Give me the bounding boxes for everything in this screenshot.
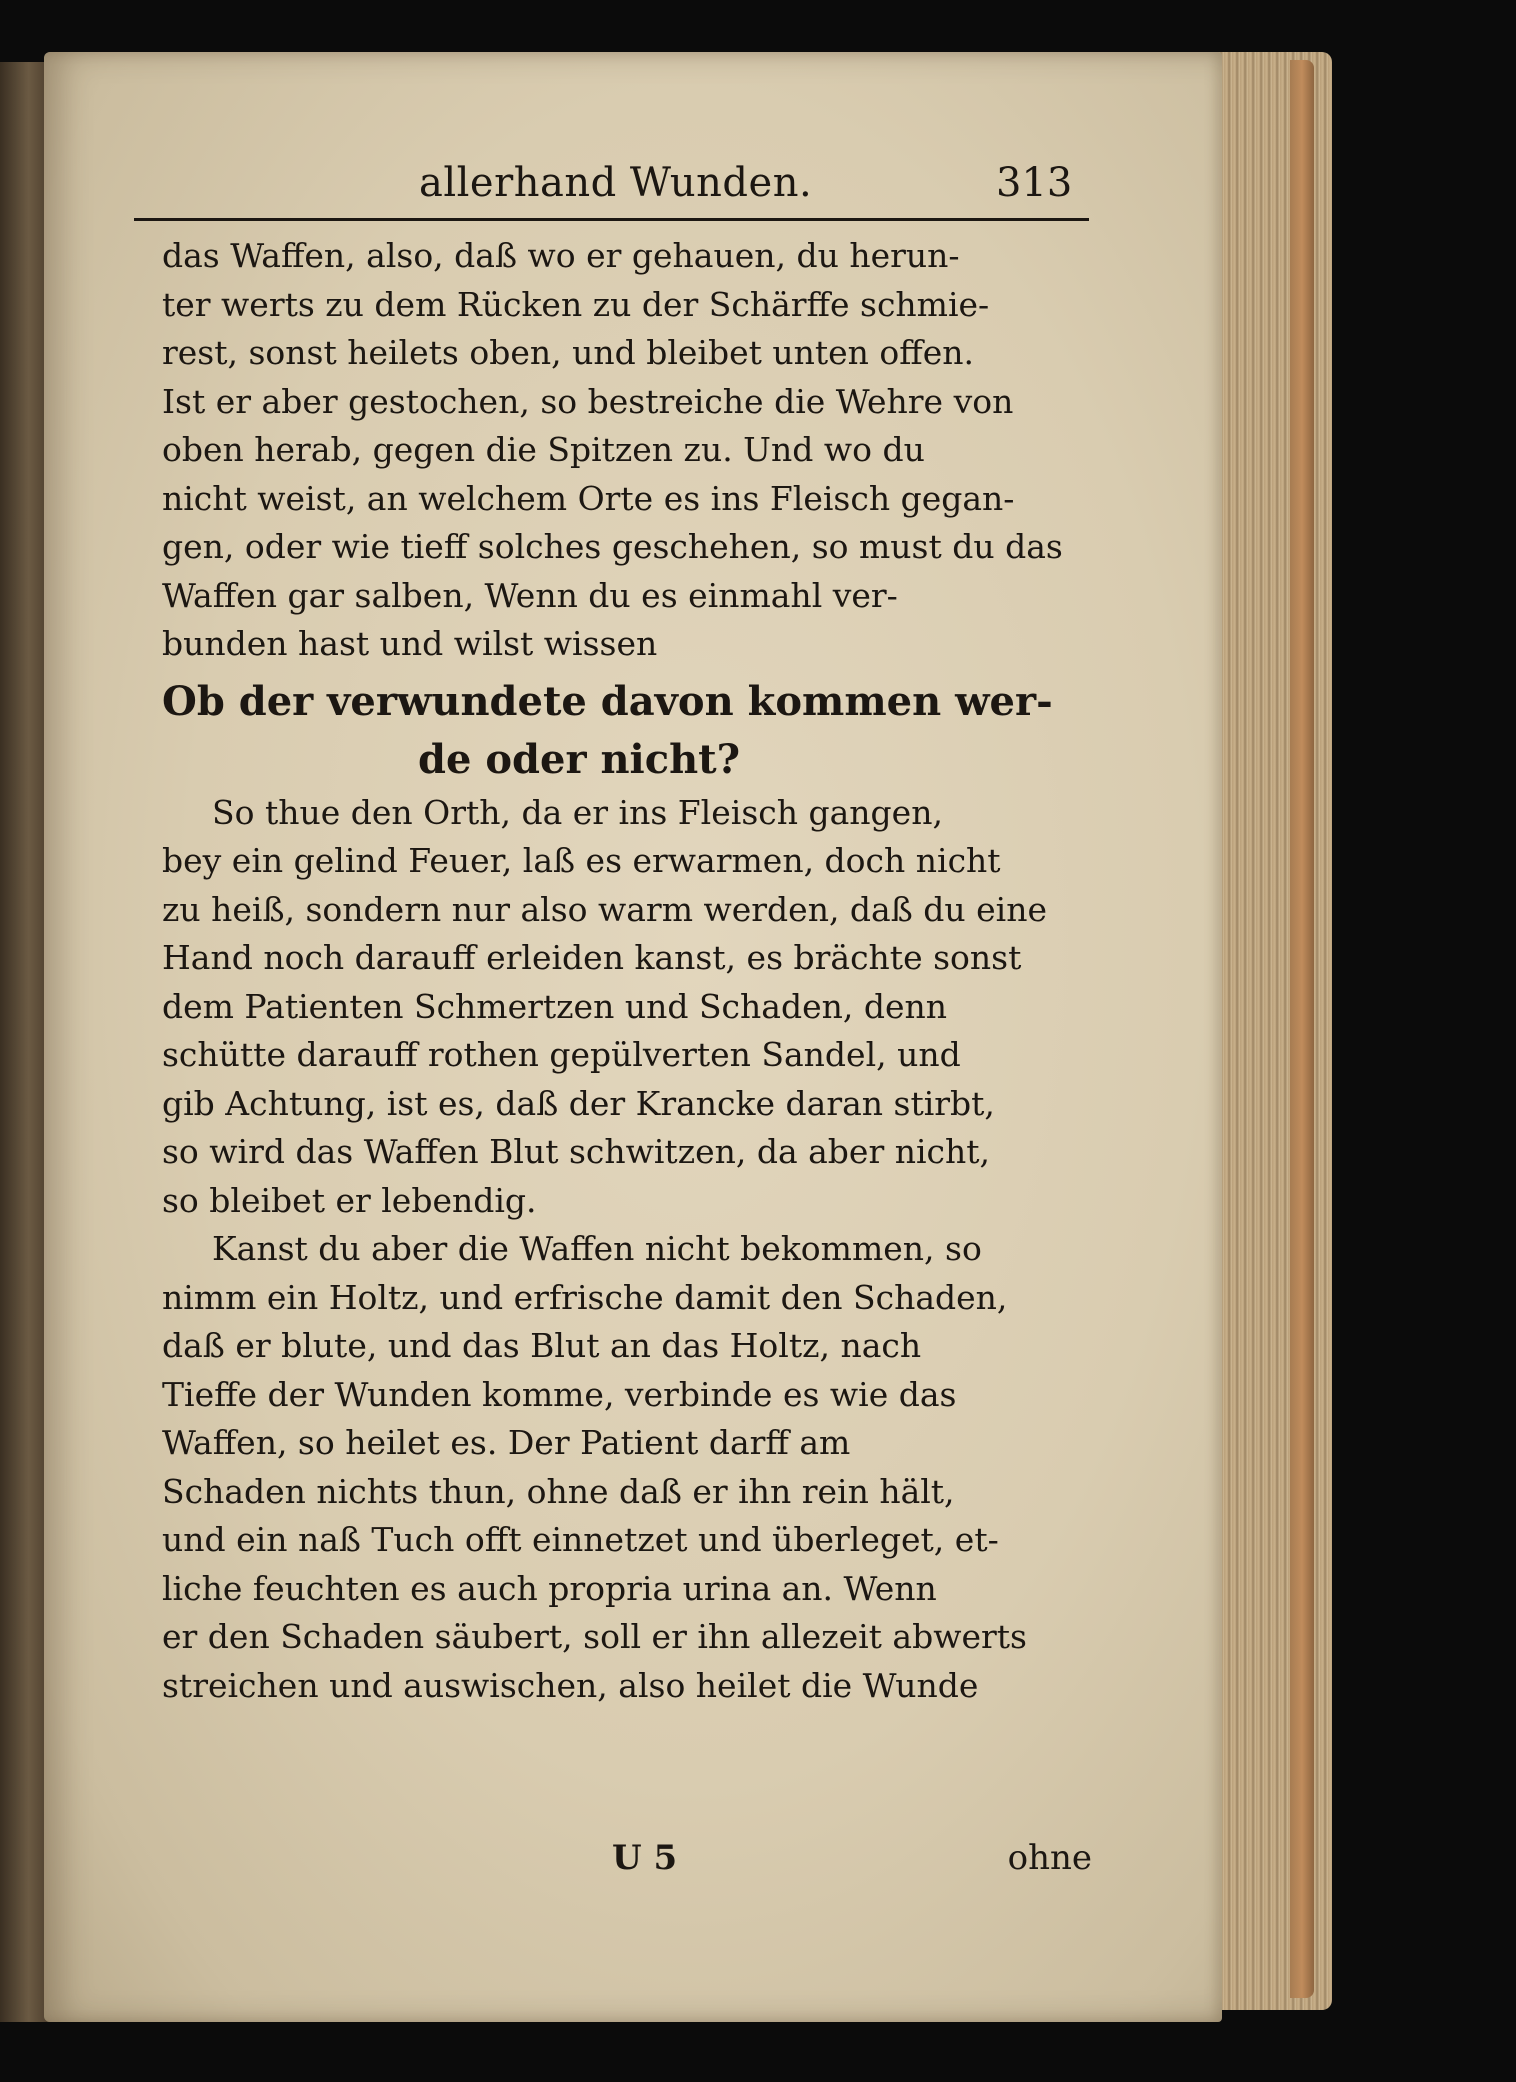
text-line: das Waffen, also, daß wo er gehauen, du herun- [162, 236, 960, 275]
text-line: Schaden nichts thun, ohne daß er ihn rein hält, [162, 1471, 955, 1511]
text-line: zu heiß, sondern nur also warm werden, daß du eine [162, 889, 1047, 929]
text-line: liche feuchten es auch propria urina an. Wenn [162, 1568, 937, 1608]
page-header [134, 152, 1094, 222]
text-line: ter werts zu dem Rücken zu der Schärffe schmie- [162, 284, 990, 324]
text-line: So thue den Orth, da er ins Fleisch gangen, [212, 792, 943, 832]
text-line: nicht weist, an welchem Orte es ins Fleisch gegan- [162, 478, 1015, 518]
running-title: allerhand Wunden. [419, 160, 813, 206]
body-text [162, 232, 1092, 1710]
section-heading-line: de oder nicht? [418, 735, 741, 783]
text-line: Hand noch darauff erleiden kanst, es brächte sonst [162, 938, 1022, 977]
text-line: bunden hast und wilst wissen [162, 624, 658, 663]
text-line: Waffen, so heilet es. Der Patient darff am [162, 1423, 851, 1462]
text-line: Waffen gar salben, Wenn du es einmahl ver- [162, 575, 898, 615]
signature-mark: U 5 [612, 1838, 678, 1878]
text-line: und ein naß Tuch offt einnetzet und überleget, et- [162, 1520, 999, 1559]
page-number: 313 [996, 160, 1073, 206]
header-rule [134, 218, 1089, 221]
text-line: schütte darauff rothen gepülverten Sandel, und [162, 1035, 961, 1074]
text-line: streichen und auswischen, also heilet die Wunde [162, 1665, 979, 1705]
text-line: er den Schaden säubert, soll er ihn allezeit abwerts [162, 1617, 1027, 1656]
book-page [44, 52, 1222, 2022]
catchword: ohne [1007, 1838, 1092, 1878]
text-line: daß er blute, und das Blut an das Holtz, nach [162, 1326, 922, 1365]
text-line: dem Patienten Schmertzen und Schaden, denn [162, 986, 948, 1026]
text-line: so wird das Waffen Blut schwitzen, da aber nicht, [162, 1132, 991, 1171]
text-line: Ist er aber gestochen, so bestreiche die Wehre von [162, 381, 1014, 421]
text-line: Tieffe der Wunden komme, verbinde es wie das [162, 1374, 957, 1414]
text-line: nimm ein Holtz, und erfrische damit den Schaden, [162, 1277, 1008, 1317]
text-line: bey ein gelind Feuer, laß es erwarmen, doch nicht [162, 841, 1001, 880]
text-line: rest, sonst heilets oben, und bleibet unten offen. [162, 333, 974, 372]
text-line: oben herab, gegen die Spitzen zu. Und wo du [162, 430, 925, 469]
book-cover-edge [1290, 60, 1314, 1998]
text-line: gib Achtung, ist es, daß der Krancke daran stirbt, [162, 1083, 995, 1123]
text-line: gen, oder wie tieff solches geschehen, so must du das [162, 527, 1063, 566]
page-footer [162, 1838, 1092, 1888]
text-line: Kanst du aber die Waffen nicht bekommen, so [212, 1229, 982, 1268]
text-line: so bleibet er lebendig. [162, 1180, 537, 1220]
section-heading-line: Ob der verwundete davon kommen wer- [162, 677, 1053, 725]
